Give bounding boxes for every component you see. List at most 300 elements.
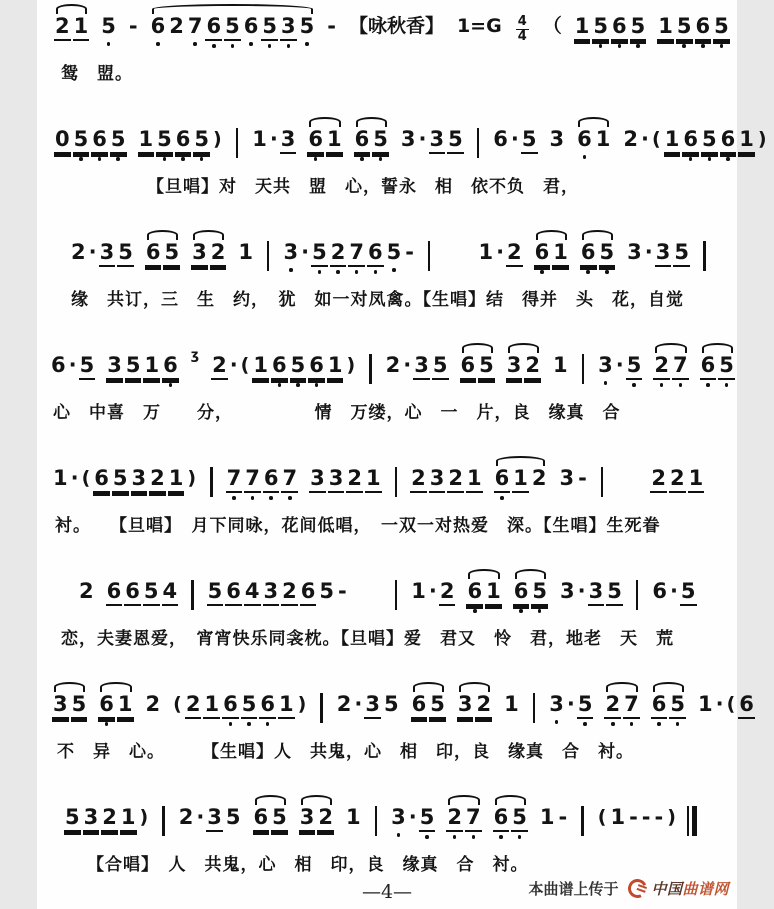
note-token — [688, 466, 705, 493]
note-group — [625, 240, 691, 267]
dot-token — [89, 240, 97, 265]
note-token — [623, 692, 640, 726]
note-token — [364, 692, 381, 719]
note-glyph: 5 — [386, 240, 402, 264]
slur-group — [144, 240, 181, 267]
note-token — [50, 353, 67, 378]
note-token — [466, 579, 483, 613]
music-system — [47, 466, 733, 538]
note-token — [524, 353, 541, 380]
slur-group — [53, 14, 90, 41]
slur-group — [699, 353, 736, 387]
note-glyph: 2 — [653, 353, 670, 380]
note-token — [117, 692, 134, 719]
note-token — [626, 240, 643, 265]
note-glyph: 6 — [243, 14, 259, 38]
label-token — [345, 353, 356, 378]
note-token — [101, 805, 118, 832]
note-token — [432, 353, 449, 380]
note-token — [156, 127, 173, 161]
note-token — [328, 466, 345, 493]
note-glyph: 2 — [524, 353, 541, 380]
barline-icon — [191, 580, 194, 610]
note-token — [225, 805, 242, 830]
note-token — [336, 692, 353, 717]
barline-icon — [581, 806, 584, 836]
label-token — [348, 14, 445, 39]
note-token — [700, 353, 717, 387]
note-group — [207, 466, 216, 497]
note-token — [595, 127, 612, 152]
note-glyph: 5 — [383, 692, 399, 716]
slur-group — [190, 240, 227, 267]
note-glyph: 2 — [669, 466, 686, 493]
note-glyph: 5 — [419, 805, 436, 832]
note-token — [628, 805, 639, 830]
notation-systems — [37, 0, 767, 877]
slur-group — [505, 353, 542, 380]
barline-icon — [375, 806, 378, 836]
note-glyph: 2 — [317, 805, 334, 832]
note-group — [578, 805, 587, 836]
note-token — [511, 805, 528, 839]
note-token — [477, 240, 494, 265]
note-glyph: · — [715, 692, 724, 716]
note-token — [641, 805, 652, 830]
note-token — [493, 805, 510, 839]
note-group — [127, 14, 140, 39]
note-glyph: 2 — [447, 466, 464, 493]
barline-icon — [320, 693, 323, 723]
note-token — [521, 127, 538, 154]
notation-line — [47, 240, 733, 282]
note-token — [367, 240, 384, 274]
note-token — [673, 240, 690, 267]
note-token — [580, 240, 597, 274]
note-glyph: 5 — [447, 127, 464, 154]
note-token — [337, 579, 348, 604]
note-glyph: ( — [240, 354, 250, 376]
dot-token — [301, 240, 309, 265]
music-system — [47, 348, 734, 425]
slur-group — [252, 805, 289, 832]
note-token — [651, 692, 668, 726]
note-token — [252, 353, 269, 380]
note-token — [280, 127, 297, 154]
note-glyph: 1 — [252, 127, 267, 151]
note-glyph: 6 — [150, 14, 166, 38]
note-glyph: ) — [187, 467, 197, 489]
note-glyph: 1 — [138, 127, 155, 154]
note-token — [125, 353, 142, 380]
note-glyph: - — [405, 240, 414, 264]
note-glyph: 5 — [71, 692, 88, 719]
note-group — [77, 579, 96, 604]
barline-icon — [395, 580, 398, 610]
note-token — [54, 127, 71, 154]
note-token — [124, 579, 141, 606]
note-group — [325, 14, 338, 39]
note-glyph: 1 — [411, 579, 426, 603]
note-group — [344, 805, 363, 830]
note-token — [447, 466, 464, 493]
note-glyph: · — [408, 805, 417, 829]
note-token — [162, 353, 179, 387]
label-token — [666, 805, 677, 830]
note-glyph: 5 — [626, 353, 643, 380]
note-glyph: 3 — [299, 805, 316, 832]
note-token — [439, 579, 456, 606]
note-token — [244, 466, 261, 500]
note-token — [695, 14, 712, 48]
note-token — [410, 466, 427, 493]
music-system — [47, 805, 733, 877]
note-group — [621, 127, 768, 161]
music-system — [47, 579, 733, 651]
note-token — [672, 353, 689, 387]
note-glyph: 3 — [391, 805, 406, 829]
note-group — [633, 579, 642, 610]
note-group — [573, 14, 648, 48]
note-glyph: 5 — [676, 14, 693, 41]
note-glyph: 3 — [283, 240, 299, 264]
slur-group — [652, 353, 689, 387]
note-glyph: 6 — [271, 353, 288, 380]
note-token — [655, 240, 672, 267]
note-glyph: 2 — [169, 14, 184, 38]
note-group — [656, 14, 731, 48]
note-token — [112, 466, 129, 493]
barline-icon — [636, 580, 639, 610]
barline-icon — [369, 354, 372, 384]
note-group — [399, 127, 465, 154]
note-token — [503, 692, 520, 717]
note-token — [120, 805, 137, 832]
note-glyph: 6 — [205, 14, 222, 41]
note-glyph: 0 — [54, 127, 71, 154]
slur-group — [650, 692, 687, 726]
note-glyph: 5 — [125, 353, 142, 380]
note-token — [290, 353, 307, 387]
note-token — [307, 127, 324, 161]
note-glyph: 6 — [651, 692, 668, 719]
upload-credit — [528, 878, 729, 899]
note-token — [512, 466, 529, 493]
note-token — [163, 240, 180, 267]
note-token — [99, 240, 116, 267]
note-glyph: 6 — [411, 692, 428, 719]
note-glyph: 6 — [145, 240, 162, 267]
note-glyph: 1 — [504, 692, 519, 716]
site-name-part1: 中国 — [651, 880, 683, 898]
note-group — [225, 466, 300, 500]
note-glyph: 1 — [326, 127, 343, 154]
note-glyph: 5 — [319, 579, 334, 603]
note-glyph: 2 — [330, 240, 347, 267]
note-glyph: 1 — [610, 805, 626, 829]
dot-token — [429, 579, 437, 604]
note-glyph: 7 — [226, 466, 243, 493]
note-group — [700, 240, 709, 271]
note-glyph: 3 — [549, 692, 564, 716]
note-token — [697, 692, 714, 717]
note-glyph: ) — [297, 693, 307, 715]
note-token — [654, 805, 665, 830]
note-token — [205, 14, 222, 48]
barline-icon — [533, 693, 536, 723]
note-token — [149, 466, 166, 493]
note-token — [494, 466, 511, 500]
note-glyph: 3 — [413, 353, 430, 380]
note-group — [189, 348, 201, 363]
note-group — [233, 127, 242, 158]
note-glyph: ( — [81, 467, 91, 489]
note-glyph: 1 — [657, 14, 674, 41]
note-glyph: ) — [139, 806, 149, 828]
note-token — [330, 240, 347, 274]
note-group — [579, 353, 588, 384]
dot-token — [354, 692, 362, 717]
note-glyph: 6 — [493, 127, 508, 151]
slur-group — [410, 692, 447, 719]
lyrics-line: 心 中喜 万 分， 情 万缕，心 一 片，良 缘真 合 — [53, 403, 621, 423]
note-glyph: 2 — [149, 466, 166, 493]
label-token — [81, 466, 92, 491]
note-token — [145, 692, 162, 717]
note-glyph: 3 — [83, 805, 100, 832]
note-glyph: - — [641, 805, 651, 829]
note-glyph: 5 — [156, 127, 173, 154]
note-token — [606, 579, 623, 606]
note-token — [447, 127, 464, 154]
note-glyph: 6 — [700, 353, 717, 380]
note-glyph: 1 — [168, 466, 185, 493]
dot-token — [270, 127, 278, 152]
dot-token — [567, 692, 575, 717]
note-glyph: 2 — [79, 579, 94, 603]
note-glyph: 1 — [278, 692, 295, 719]
note-group — [491, 127, 538, 154]
note-glyph: 5 — [511, 805, 528, 832]
note-glyph: 6 — [460, 353, 477, 380]
note-glyph: （ — [542, 15, 562, 37]
note-glyph: 6 — [513, 579, 530, 606]
note-token — [539, 805, 556, 830]
site-name-part2: 曲谱网 — [682, 880, 729, 898]
music-system — [47, 127, 767, 199]
note-glyph: 5 — [577, 692, 594, 719]
note-glyph: 5 — [680, 579, 697, 606]
note-glyph: 6 — [720, 127, 737, 154]
note-glyph: 5 — [718, 353, 735, 380]
note-glyph: 5 — [299, 14, 315, 38]
note-glyph: - — [558, 805, 568, 829]
lyrics-line: 不 异 心。 【生唱】人 共鬼，心 相 印，良 缘真 合 衬。 — [57, 742, 634, 762]
music-system — [47, 240, 733, 312]
note-token — [534, 240, 551, 274]
note-glyph: ) — [213, 128, 222, 150]
note-token — [713, 14, 730, 48]
note-glyph: · — [418, 127, 427, 151]
label-token — [212, 127, 223, 152]
note-glyph: · — [301, 240, 310, 264]
note-glyph: - — [128, 14, 138, 38]
note-group — [372, 805, 381, 836]
note-token — [680, 579, 697, 606]
note-glyph: · — [428, 579, 437, 603]
note-group — [425, 240, 434, 271]
note-glyph: - — [327, 14, 336, 38]
note-group — [548, 127, 567, 152]
note-glyph: 3 — [588, 579, 605, 606]
note-group — [137, 127, 224, 161]
note-token — [73, 127, 90, 161]
barline-icon — [582, 354, 585, 384]
note-token — [326, 127, 343, 154]
slur-group — [575, 127, 612, 159]
note-glyph: 2 — [604, 692, 621, 719]
note-glyph: 5 — [432, 353, 449, 380]
note-glyph: 5 — [110, 127, 127, 154]
note-token — [150, 14, 167, 46]
note-token — [429, 466, 446, 493]
note-token — [413, 353, 430, 380]
dot-token — [716, 692, 724, 717]
note-glyph: 6 — [354, 127, 371, 154]
note-token — [404, 240, 415, 265]
note-token — [203, 692, 220, 719]
note-glyph: ( — [652, 128, 661, 150]
note-token — [222, 692, 239, 726]
note-glyph: 5 — [311, 240, 328, 267]
note-glyph: 5 — [372, 127, 389, 154]
note-group — [144, 692, 163, 717]
note-group — [650, 579, 697, 606]
note-token — [185, 692, 202, 719]
label-token — [456, 14, 503, 39]
note-glyph: 6 — [51, 353, 66, 377]
note-token — [299, 14, 316, 46]
note-token — [253, 805, 270, 832]
note-token — [604, 692, 621, 726]
note-glyph: 2 — [101, 805, 118, 832]
note-glyph: 3 — [309, 466, 326, 493]
note-glyph: 6 — [106, 579, 123, 606]
note-token — [669, 692, 686, 726]
note-token — [278, 692, 295, 719]
note-group — [455, 14, 504, 39]
note-glyph: 7 — [465, 805, 482, 832]
note-glyph: 4 — [244, 579, 261, 606]
note-glyph: 5 — [669, 692, 686, 719]
slur-group — [465, 579, 502, 613]
note-glyph: · — [229, 353, 238, 377]
slur-group — [353, 127, 390, 161]
note-glyph: · — [354, 692, 363, 716]
slur-group — [298, 805, 335, 832]
dot-token — [616, 353, 624, 378]
note-token — [410, 579, 427, 604]
note-token — [558, 466, 575, 491]
note-group — [513, 14, 532, 43]
barline-icon — [267, 241, 270, 271]
note-token — [244, 579, 261, 606]
note-glyph: 1 — [120, 805, 137, 832]
note-glyph: · — [510, 127, 519, 151]
note-glyph: · — [669, 579, 678, 603]
note-glyph: 5 — [606, 579, 623, 606]
note-group — [250, 127, 297, 154]
note-token — [311, 240, 328, 274]
note-token — [576, 127, 593, 159]
note-token — [478, 353, 495, 380]
note-token — [626, 353, 643, 387]
note-token — [559, 579, 576, 604]
note-glyph: 6 — [259, 692, 276, 719]
slur-group — [149, 14, 317, 48]
note-token — [224, 14, 241, 48]
note-token — [513, 579, 530, 613]
note-group — [392, 579, 401, 610]
note-token — [657, 14, 674, 41]
note-glyph: 6 — [682, 127, 699, 154]
note-glyph: 6 — [300, 579, 317, 606]
note-glyph: 5 — [599, 240, 616, 267]
note-glyph: 3 — [131, 466, 148, 493]
note-token — [308, 353, 325, 387]
note-group — [502, 692, 521, 717]
note-token — [720, 127, 737, 161]
note-glyph: · — [496, 240, 505, 264]
note-glyph: 5 — [193, 127, 210, 154]
note-token — [226, 466, 243, 500]
note-token — [577, 466, 588, 491]
note-glyph: 1 — [595, 127, 611, 151]
slur-group — [579, 240, 616, 274]
time-signature — [516, 16, 529, 43]
note-token — [429, 692, 446, 719]
note-glyph: 7 — [244, 466, 261, 493]
note-glyph: 1 — [466, 466, 483, 493]
note-glyph: 6 — [534, 240, 551, 267]
note-group — [159, 805, 168, 836]
slur-group — [445, 805, 482, 839]
note-glyph: 1 — [143, 353, 160, 380]
note-group — [649, 466, 705, 493]
note-token — [327, 353, 344, 380]
note-token — [701, 127, 718, 161]
note-glyph: 2 — [650, 466, 667, 493]
note-glyph: ʒ — [190, 348, 200, 363]
note-token — [597, 353, 614, 385]
slur-group — [97, 692, 134, 726]
note-glyph: 3 — [598, 353, 613, 377]
note-token — [54, 14, 71, 41]
note-glyph: 6 — [222, 692, 239, 719]
note-glyph: 5 — [478, 353, 495, 380]
note-token — [457, 692, 474, 719]
note-glyph: 3 — [191, 240, 208, 267]
note-glyph: 1 — [697, 692, 713, 716]
note-glyph: 2 — [410, 466, 427, 493]
note-glyph: · — [269, 127, 278, 151]
note-glyph: 3 — [559, 579, 575, 603]
note-glyph: · — [196, 805, 205, 829]
note-glyph: 6 — [91, 127, 108, 154]
note-glyph: 2 — [71, 240, 86, 264]
note-glyph: 2 — [506, 240, 523, 267]
note-token — [506, 240, 523, 267]
